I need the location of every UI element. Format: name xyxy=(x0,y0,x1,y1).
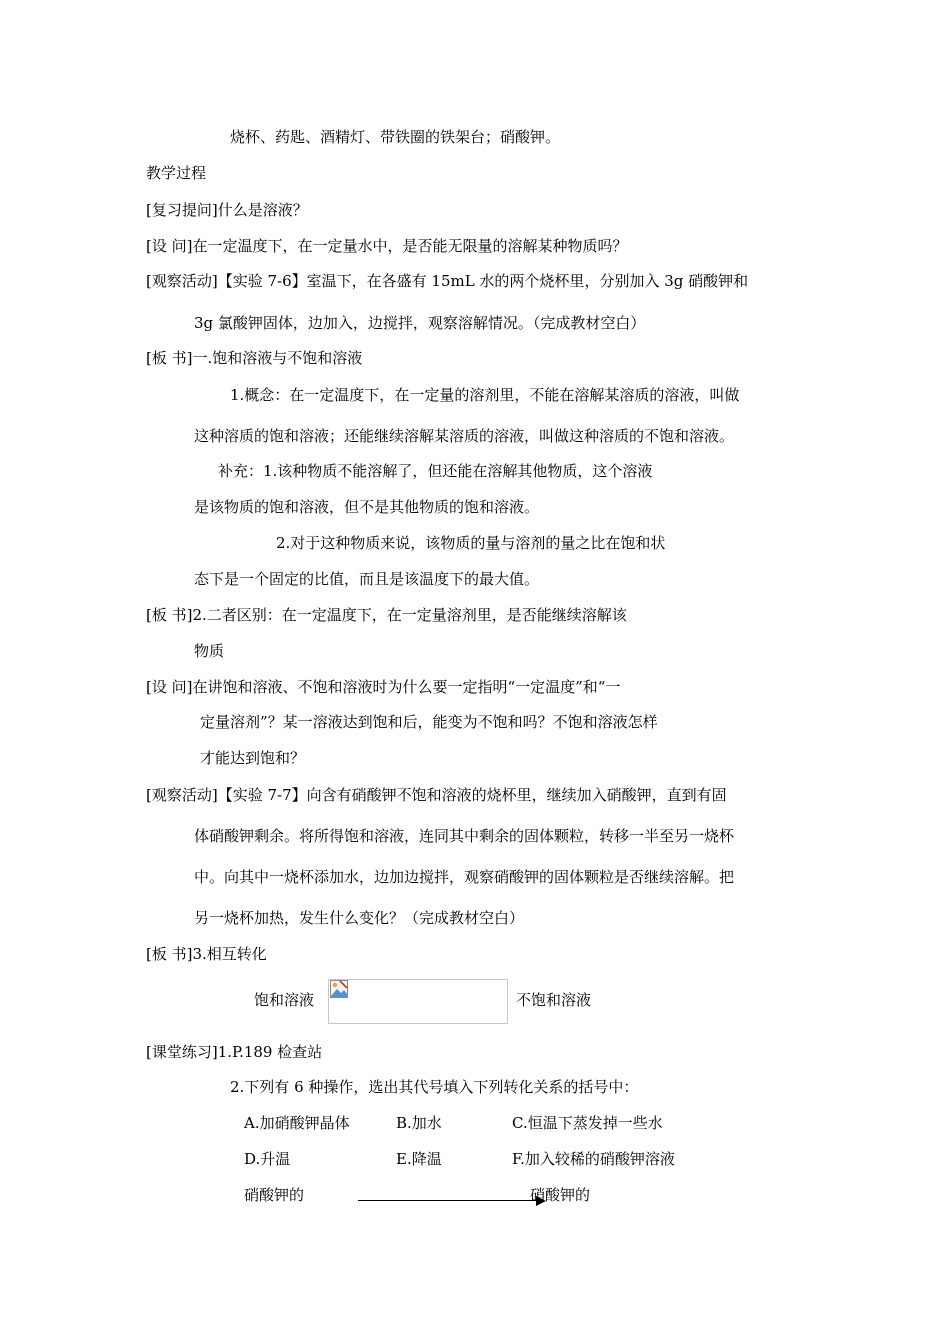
supplement-line-4: 态下是一个固定的比值，而且是该温度下的最大值。 xyxy=(194,570,540,588)
board-heading-2: [板 书]2.二者区别：在一定温度下，在一定量溶剂里，是否能继续溶解该 xyxy=(146,606,627,624)
option-e: E.降温 xyxy=(396,1150,442,1168)
board-heading-2-cont: 物质 xyxy=(194,642,225,660)
saturated-label: 饱和溶液 xyxy=(254,991,315,1009)
board-heading-1: [板 书]一.饱和溶液与不饱和溶液 xyxy=(146,349,363,367)
practice-heading: [课堂练习]1.P.189 检查站 xyxy=(146,1043,323,1061)
supplement-line-1: 补充：1.该种物质不能溶解了，但还能在溶解其他物质，这个溶液 xyxy=(218,462,653,480)
experiment-7-7-line-3: 中。向其中一烧杯添加水，边加边搅拌，观察硝酸钾的固体颗粒是否继续溶解。把 xyxy=(194,868,735,886)
relation-right-label: 硝酸钾的 xyxy=(530,1186,591,1204)
question-line-2: [设 问]在讲饱和溶液、不饱和溶液时为什么要一定指明“一定温度”和“一 xyxy=(146,678,621,696)
conversion-diagram-frame xyxy=(328,979,508,1024)
section-heading: 教学过程 xyxy=(146,164,207,182)
question-line-2-end: 才能达到饱和？ xyxy=(200,749,306,767)
question-line: [设 问]在一定温度下，在一定量水中，是否能无限量的溶解某种物质吗？ xyxy=(146,237,628,255)
relation-left-label: 硝酸钾的 xyxy=(244,1186,305,1204)
board-heading-3: [板 书]3.相互转化 xyxy=(146,945,267,963)
option-f: F.加入较稀的硝酸钾溶液 xyxy=(512,1150,675,1168)
arrow-line xyxy=(358,1200,538,1201)
experiment-7-7-line-2: 体硝酸钾剩余。将所得饱和溶液，连同其中剩余的固体颗粒，转移一半至另一烧杯 xyxy=(194,827,735,845)
practice-question-2: 2.下列有 6 种操作，选出其代号填入下列转化关系的括号中： xyxy=(230,1078,639,1096)
experiment-7-6-line-2: 3g 氯酸钾固体，边加入，边搅拌，观察溶解情况。（完成教材空白） xyxy=(194,314,646,332)
experiment-7-7-line-4: 另一烧杯加热，发生什么变化？（完成教材空白） xyxy=(194,909,525,927)
option-b: B.加水 xyxy=(396,1114,442,1132)
concept-line-2: 这种溶质的饱和溶液；还能继续溶解某溶质的溶液，叫做这种溶质的不饱和溶液。 xyxy=(194,427,735,445)
materials-line: 烧杯、药匙、酒精灯、带铁圈的铁架台；硝酸钾。 xyxy=(230,128,561,146)
experiment-7-7-line-1: [观察活动]【实验 7-7】向含有硝酸钾不饱和溶液的烧杯里，继续加入硝酸钾，直到有固 xyxy=(146,786,727,804)
option-a: A.加硝酸钾晶体 xyxy=(244,1114,350,1132)
review-question: [复习提问]什么是溶液？ xyxy=(146,201,308,219)
concept-line-1: 1.概念：在一定温度下，在一定量的溶剂里，不能在溶解某溶质的溶液，叫做 xyxy=(230,386,740,404)
unsaturated-label: 不饱和溶液 xyxy=(516,991,592,1009)
broken-image-icon xyxy=(330,980,348,998)
supplement-line-2: 是该物质的饱和溶液，但不是其他物质的饱和溶液。 xyxy=(194,498,540,516)
option-c: C.恒温下蒸发掉一些水 xyxy=(512,1114,663,1132)
supplement-line-3: 2.对于这种物质来说，该物质的量与溶剂的量之比在饱和状 xyxy=(276,534,666,552)
experiment-7-6-line-1: [观察活动]【实验 7-6】室温下，在各盛有 15mL 水的两个烧杯里，分别加入 3g 硝酸钾和 xyxy=(146,272,749,290)
option-d: D.升温 xyxy=(244,1150,291,1168)
question-line-2-cont: 定量溶剂”？某一溶液达到饱和后，能变为不饱和吗？不饱和溶液怎样 xyxy=(200,713,658,731)
